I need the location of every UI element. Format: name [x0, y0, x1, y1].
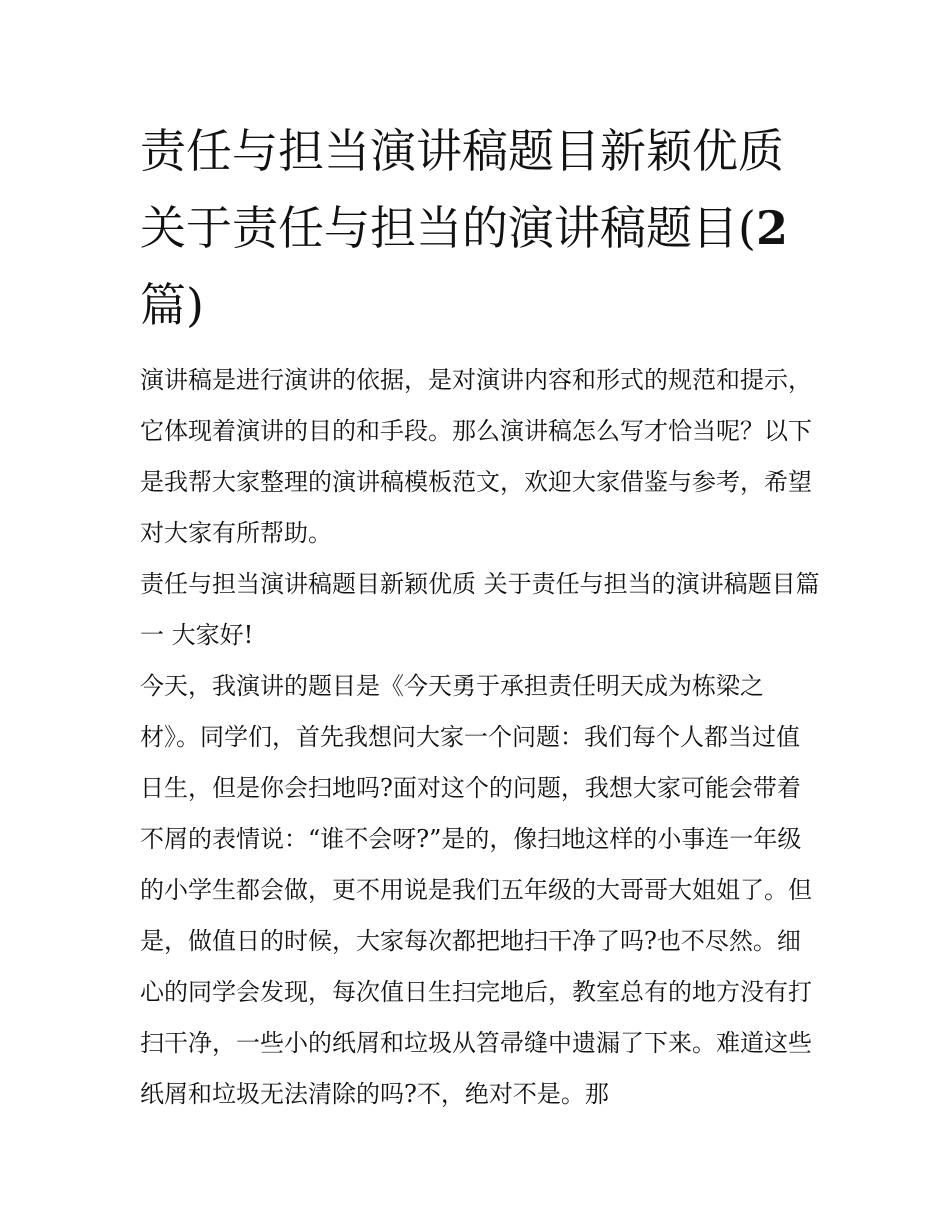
speech-paragraph: 今天，我演讲的题目是《今天勇于承担责任明天成为栋梁之材》。同学们，首先我想问大家一个问题：我们每个人都当过值日生，但是你会扫地吗?面对这个的问题，我想大家可能会带着不屑的表情说：“谁不会呀?”是的，像扫地这样的小事连一年级的小学生都会做，更不用说是我们五年级的大哥哥大姐姐了。但是，做值日的时候，大家每次都把地扫干净了吗?也不尽然。细心的同学会发现，每次值日生扫完地后，教室总有的地方没有打扫干净，一些小的纸屑和垃圾从笤帚缝中遗漏了下来。难道这些纸屑和垃圾无法清除的吗?不，绝对不是。那: [140, 672, 812, 1108]
title-text-part1: 责任与担当演讲稿题目新颖优质 关于责任与担当的演讲稿题目(: [140, 124, 784, 255]
intro-paragraph: 演讲稿是进行演讲的依据，是对演讲内容和形式的规范和提示，它体现着演讲的目的和手段。那么演讲稿怎么写才恰当呢？以下是我帮大家整理的演讲稿模板范文，欢迎大家借鉴与参考，希望对大家有所帮助。: [140, 366, 812, 547]
title-text-part2: 篇): [140, 278, 204, 332]
document-body: [140, 355, 820, 1120]
section-heading-paragraph: 责任与担当演讲稿题目新颖优质 关于责任与担当的演讲稿题目篇一 大家好!: [140, 570, 820, 649]
title-count: 2: [755, 201, 788, 255]
document-title: [140, 113, 820, 344]
